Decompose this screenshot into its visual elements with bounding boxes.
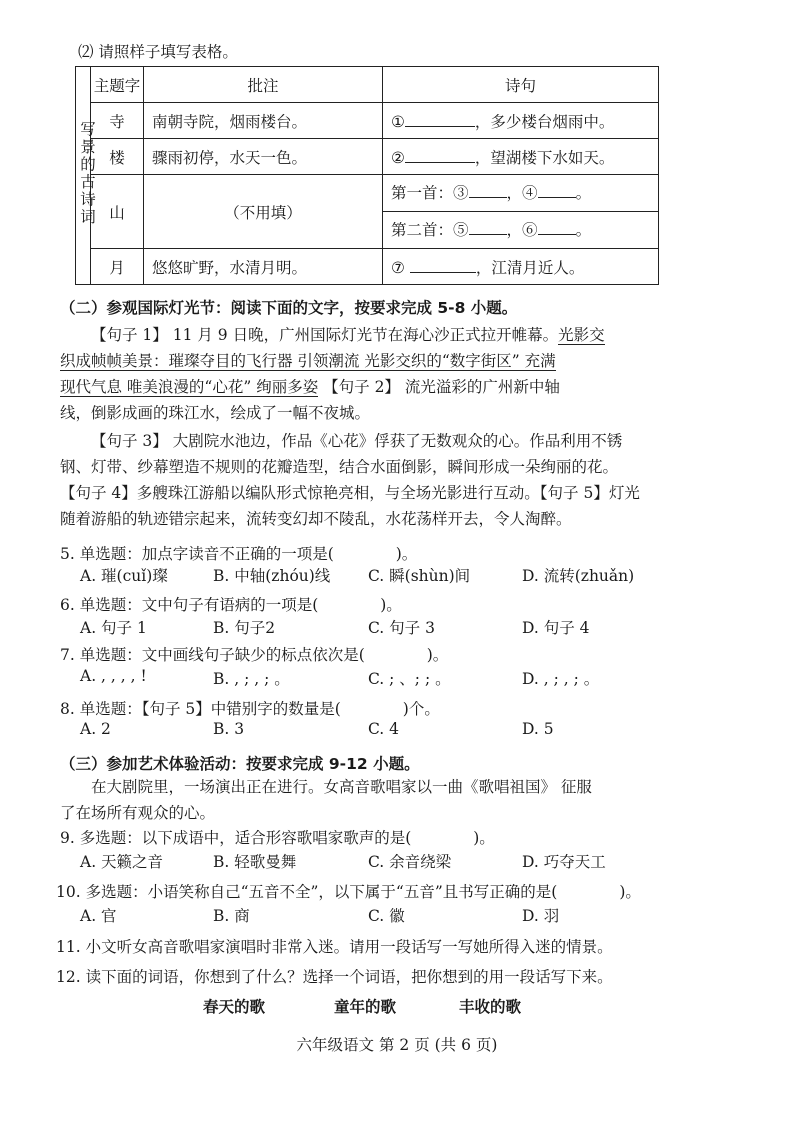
q8-option-c[interactable]: C. 4 [368,720,400,738]
q7-option-d[interactable]: D. , ; , ; 。 [522,670,600,688]
q7-option-c[interactable]: C. ; 、; ; 。 [368,670,451,688]
row-note: （不用填） [144,175,383,249]
answer-blank[interactable] [405,112,475,127]
q5-option-c[interactable]: C. 瞬(shùn)间 [368,567,471,585]
question-10: 10. 多选题：小语笑称自己“五音不全”，以下属于“五音”且书写正确的是( )。 [56,883,641,901]
row-poem: 第一首：③ ，④ 。 第二首：⑤ ，⑥ 。 [383,175,659,249]
q8-option-d[interactable]: D. 5 [522,720,554,738]
answer-blank[interactable] [469,183,507,198]
passage-3: 在大剧院里，一场演出正在进行。女高音歌唱家以一曲《歌唱祖国》 征服 了在场所有观众的心。 [60,778,592,822]
q8-option-b[interactable]: B. 3 [213,720,245,738]
question-5: 5. 单选题：加点字读音不正确的一项是( )。 [60,545,418,563]
table-row [76,249,659,285]
row-poem: ⑦ ，江清月近人。 [383,249,659,285]
question-9: 9. 多选题：以下成语中，适合形容歌唱家歌声的是( )。 [60,829,495,847]
answer-blank[interactable] [538,183,576,198]
page-footer: 六年级语文 第 2 页 (共 6 页) [296,1036,498,1054]
q7-option-b[interactable]: B. , ; , ; 。 [213,670,290,688]
phrase-3: 丰收的歌 [459,998,522,1016]
q9-option-d[interactable]: D. 巧夺天工 [522,853,606,871]
poem-table [75,66,659,285]
task-heading: ⑵ 请照样子填写表格。 [78,43,238,61]
table-row [76,103,659,139]
answer-blank[interactable] [538,220,576,235]
q6-option-c[interactable]: C. 句子 3 [368,619,435,637]
header-poem: 诗句 [383,67,659,103]
row-topic: 月 [91,249,144,285]
row-topic: 楼 [91,139,144,175]
phrase-1: 春天的歌 [203,998,266,1016]
passage-1: 【句子 1】 11 月 9 日晚，广州国际灯光节在海心沙正式拉开帷幕。光影交 织成帧帧美景：璀璨夺目的飞行器 引领潮流 光影交织的“数字街区” 充满 现代气息 唯美浪漫的“心花” 绚丽多姿 【句子 2】 流光溢彩的广州新中轴 线，倒影成画的珠江水，绘成了一幅不夜城。 [60,326,605,422]
question-7: 7. 单选题：文中画线句子缺少的标点依次是( )。 [60,646,449,664]
q5-option-d[interactable]: D. 流转(zhuǎn) [522,567,635,585]
question-6: 6. 单选题：文中句子有语病的一项是( )。 [60,596,402,614]
header-note: 批注 [144,67,383,103]
q5-option-b[interactable]: B. 中轴(zhóu)线 [213,567,331,585]
table-row [76,139,659,175]
phrase-2: 童年的歌 [334,998,397,1016]
header-topic: 主题字 [91,67,144,103]
q10-option-a[interactable]: A. 官 [80,907,117,925]
question-11: 11. 小文听女高音歌唱家演唱时非常入迷。请用一段话写一写她所得入迷的情景。 [56,938,613,956]
q5-option-a[interactable]: A. 璀(cuǐ)璨 [80,567,168,585]
row-poem: ② ，望湖楼下水如天。 [383,139,659,175]
row-note: 南朝寺院，烟雨楼台。 [144,103,383,139]
table-side-label: 写景的古诗词 [76,67,91,285]
row-topic: 寺 [91,103,144,139]
q10-option-d[interactable]: D. 羽 [522,907,560,925]
answer-blank[interactable] [469,220,507,235]
q10-option-c[interactable]: C. 徽 [368,907,405,925]
q9-option-b[interactable]: B. 轻歌曼舞 [213,853,297,871]
q9-option-c[interactable]: C. 余音绕梁 [368,853,452,871]
question-8: 8. 单选题：【句子 5】中错别字的数量是( )个。 [60,700,440,718]
row-topic: 山 [91,175,144,249]
question-12: 12. 读下面的词语，你想到了什么？选择一个词语，把你想到的用一段话写下来。 [56,968,613,986]
q6-option-a[interactable]: A. 句子 1 [80,619,147,637]
row-note: 悠悠旷野，水清月明。 [144,249,383,285]
section-3-title: （三）参加艺术体验活动：按要求完成 9-12 小题。 [60,755,420,773]
q6-option-b[interactable]: B. 句子2 [213,619,276,637]
table-row [76,175,659,249]
passage-2: 【句子 3】 大剧院水池边，作品《心花》俘获了无数观众的心。作品利用不锈 钢、灯带、纱幕塑造不规则的花瓣造型，结合水面倒影，瞬间形成一朵绚丽的花。 【句子 4】多艘珠江游船以编队形式惊艳亮相，与全场光影进行互动。【句子 5】灯光 随着游船的轨迹错宗起来，流转变幻却不陵乱，水花荡样开去，令人淘醉。 [60,432,640,528]
row-poem: ① ，多少楼台烟雨中。 [383,103,659,139]
q9-option-a[interactable]: A. 天籁之音 [80,853,164,871]
row-note: 骤雨初停，水天一色。 [144,139,383,175]
answer-blank[interactable] [410,258,476,273]
q7-option-a[interactable]: A. , , , , ! [80,667,147,685]
q8-option-a[interactable]: A. 2 [80,720,111,738]
answer-blank[interactable] [405,148,475,163]
section-2-title: （二）参观国际灯光节：阅读下面的文字，按要求完成 5-8 小题。 [60,299,518,317]
q6-option-d[interactable]: D. 句子 4 [522,619,590,637]
q10-option-b[interactable]: B. 商 [213,907,250,925]
